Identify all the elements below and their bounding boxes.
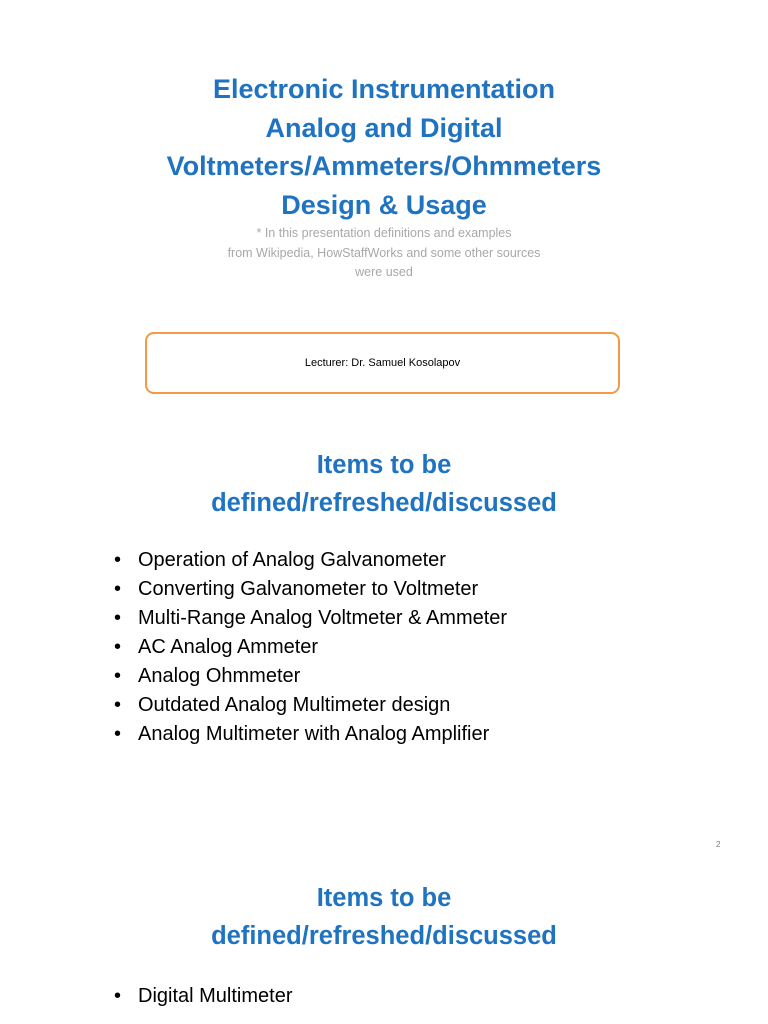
heading-line: defined/refreshed/discussed (211, 922, 557, 950)
presentation-title (0, 70, 768, 224)
bullet-text: Analog Multimeter with Analog Amplifier (138, 723, 490, 745)
heading-line: defined/refreshed/discussed (211, 489, 557, 517)
bullet-text: Operation of Analog Galvanometer (138, 549, 446, 571)
bullet-icon: • (114, 723, 122, 745)
bullet-text: Converting Galvanometer to Voltmeter (138, 578, 479, 600)
bullet-icon: • (114, 694, 122, 716)
title-line: Electronic Instrumentation (212, 74, 556, 104)
slide2-bullet-list (114, 546, 507, 749)
bullet-text: Digital Multimeter (138, 985, 293, 1007)
list-item (114, 633, 507, 662)
list-item (114, 982, 292, 1011)
bullet-icon: • (114, 665, 122, 687)
list-item (114, 662, 507, 691)
lecturer-box (145, 332, 620, 394)
slide3-heading (0, 879, 768, 955)
bullet-text: Outdated Analog Multimeter design (138, 694, 451, 716)
list-item (114, 546, 507, 575)
bullet-icon: • (114, 549, 122, 571)
bullet-text: AC Analog Ammeter (138, 636, 319, 658)
bullet-icon: • (114, 985, 122, 1007)
bullet-icon: • (114, 636, 122, 658)
lecturer-name: Lecturer: Dr. Samuel Kosolapov (304, 357, 461, 369)
bullet-text: Multi-Range Analog Voltmeter & Ammeter (138, 607, 508, 629)
list-item (114, 691, 507, 720)
list-item (114, 720, 507, 749)
slide2-heading (0, 446, 768, 522)
note-line: were used (355, 265, 413, 279)
title-line: Analog and Digital (265, 112, 503, 143)
bullet-icon: • (114, 578, 122, 600)
sources-note (0, 224, 768, 283)
heading-line: Items to be (316, 884, 452, 912)
title-line: Design & Usage (281, 189, 487, 220)
list-item (114, 575, 507, 604)
bullet-text: Analog Ohmmeter (138, 665, 301, 687)
note-line: * In this presentation definitions and examples (256, 226, 512, 240)
bullet-icon: • (114, 607, 122, 629)
heading-line: Items to be (316, 451, 452, 479)
page-number: 2 (716, 840, 721, 849)
title-line: Voltmeters/Ammeters/Ohmmeters (166, 151, 602, 181)
list-item (114, 604, 507, 633)
note-line: from Wikipedia, HowStaffWorks and some other sources (227, 245, 541, 260)
slide3-bullet-list (114, 982, 292, 1011)
